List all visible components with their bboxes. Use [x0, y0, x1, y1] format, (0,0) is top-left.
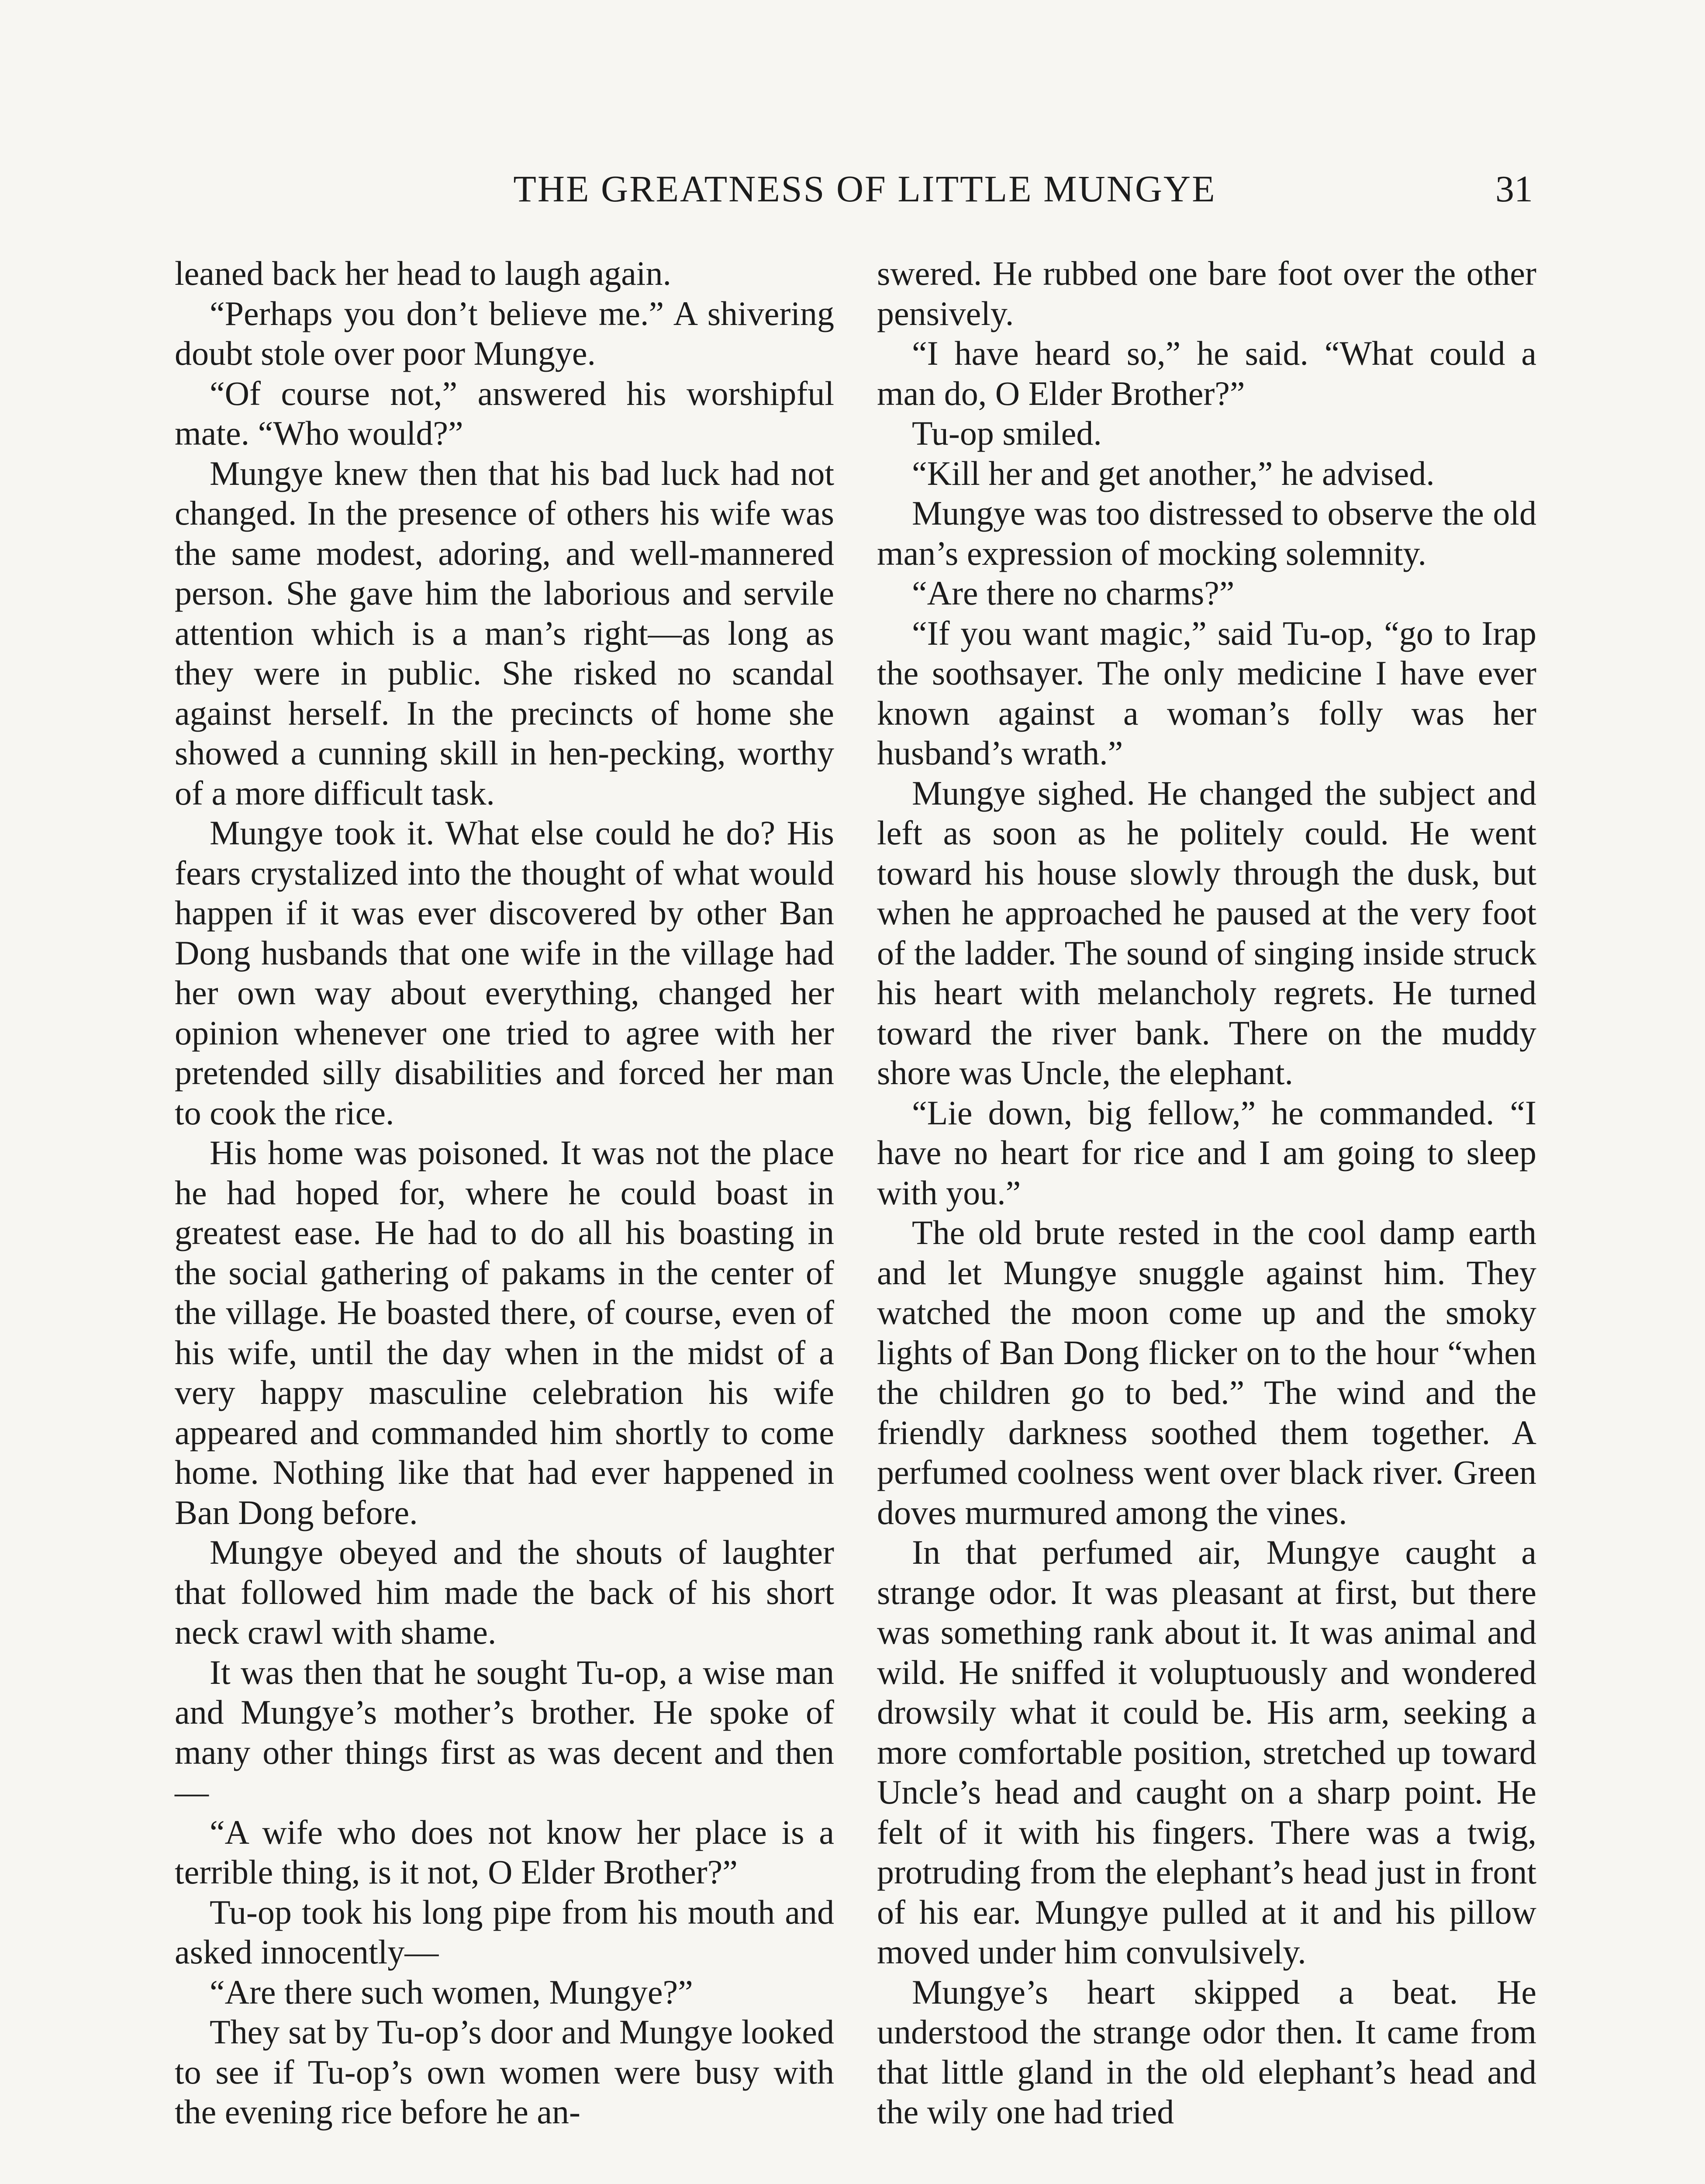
paragraph: “Are there no charms?” [912, 574, 1235, 612]
paragraph: “Of course not,” answered his worshipful mate. “Who would?” [175, 374, 834, 452]
paragraph: His home was poisoned. It was not the place he had hoped for, where he could boast in greatest ease. He had to do all his boasting in the social gathering of pakams in the center of the village. He boasted there, of course, even of his wife, until the day when in the midst of a very happy masculine celebration his wife appeared and commanded him shortly to come home. Nothing like that had ever happened in Ban Dong before. [175, 1133, 834, 1531]
paragraph: “A wife who does not know her place is a terrible thing, is it not, O Elder Brother?” [175, 1813, 834, 1891]
paragraph: “If you want magic,” said Tu-op, “go to Irap the soothsayer. The only medicine I have ever known against a woman’s folly was her husband’s wrath.” [877, 614, 1536, 772]
paragraph: The old brute rested in the cool damp earth and let Mungye snuggle against him. They watched the moon come up and the smoky lights of Ban Dong flicker on to the hour “when the children go to bed.” The wind and the friendly darkness soothed them together. A perfumed coolness went over black river. Green doves murmured among the vines. [877, 1213, 1536, 1531]
paragraph: It was then that he sought Tu-op, a wise man and Mungye’s mother’s brother. He spoke of many other things first as was decent and then— [175, 1653, 834, 1811]
paragraph: “Are there such women, Mungye?” [210, 1973, 693, 2011]
paragraph: Mungye took it. What else could he do? His fears crystalized into the thought of what would happen if it was ever discovered by other Ban Dong husbands that one wife in the village had her own way about everything, changed her opinion whenever one tried to agree with her pretended silly disabilities and forced her man to cook the rice. [175, 814, 834, 1132]
paragraph: “Perhaps you don’t believe me.” A shivering doubt stole over poor Mungye. [175, 294, 834, 372]
paragraph: Mungye sighed. He changed the subject and left as soon as he politely could. He went toward his house slowly through the dusk, but when he approached he paused at the very foot of the ladder. The sound of singing inside struck his heart with melancholy regrets. He turned toward the river bank. There on the muddy shore was Uncle, the elephant. [877, 774, 1536, 1092]
paragraph: Mungye knew then that his bad luck had not changed. In the presence of others his wife was the same modest, adoring, and well-mannered person. She gave him the laborious and servile attention which is a man’s right—as long as they were in public. She risked no scandal against herself. In the precincts of home she showed a cunning skill in hen-pecking, worthy of a more difficult task. [175, 454, 834, 812]
paragraph: Tu-op smiled. [912, 414, 1102, 452]
page-number: 31 [1495, 168, 1533, 210]
paragraph: “I have heard so,” he said. “What could a man do, O Elder Brother?” [877, 334, 1536, 412]
left-column [175, 253, 834, 2132]
paragraph: In that perfumed air, Mungye caught a strange odor. It was pleasant at first, but there was something rank about it. It was animal and wild. He sniffed it voluptuously and wondered drowsily what it could be. His arm, seeking a more comfortable position, stretched up toward Uncle’s head and caught on a sharp point. He felt of it with his fingers. There was a twig, protruding from the elephant’s head just in front of his ear. Mungye pulled at it and his pillow moved under him convulsively. [877, 1533, 1536, 1971]
paragraph: leaned back her head to laugh again. [175, 254, 671, 292]
running-title: THE GREATNESS OF LITTLE MUNGYE [513, 168, 1216, 210]
paragraph: They sat by Tu-op’s door and Mungye looked to see if Tu-op’s own women were busy with the evening rice before he an- [175, 2013, 834, 2131]
paragraph: Mungye’s heart skipped a beat. He understood the strange odor then. It came from that little gland in the old elephant’s head and the wily one had tried [877, 1973, 1536, 2131]
paragraph: Mungye obeyed and the shouts of laughter that followed him made the back of his short neck crawl with shame. [175, 1533, 834, 1651]
right-column [877, 253, 1536, 2132]
paragraph: Mungye was too distressed to observe the old man’s expression of mocking solemnity. [877, 494, 1536, 572]
paragraph: “Kill her and get another,” he advised. [912, 454, 1435, 492]
paragraph: “Lie down, big fellow,” he commanded. “I have no heart for rice and I am going to sleep with you.” [877, 1093, 1536, 1212]
paragraph: swered. He rubbed one bare foot over the other pensively. [877, 254, 1536, 332]
paragraph: Tu-op took his long pipe from his mouth and asked innocently— [175, 1893, 834, 1971]
